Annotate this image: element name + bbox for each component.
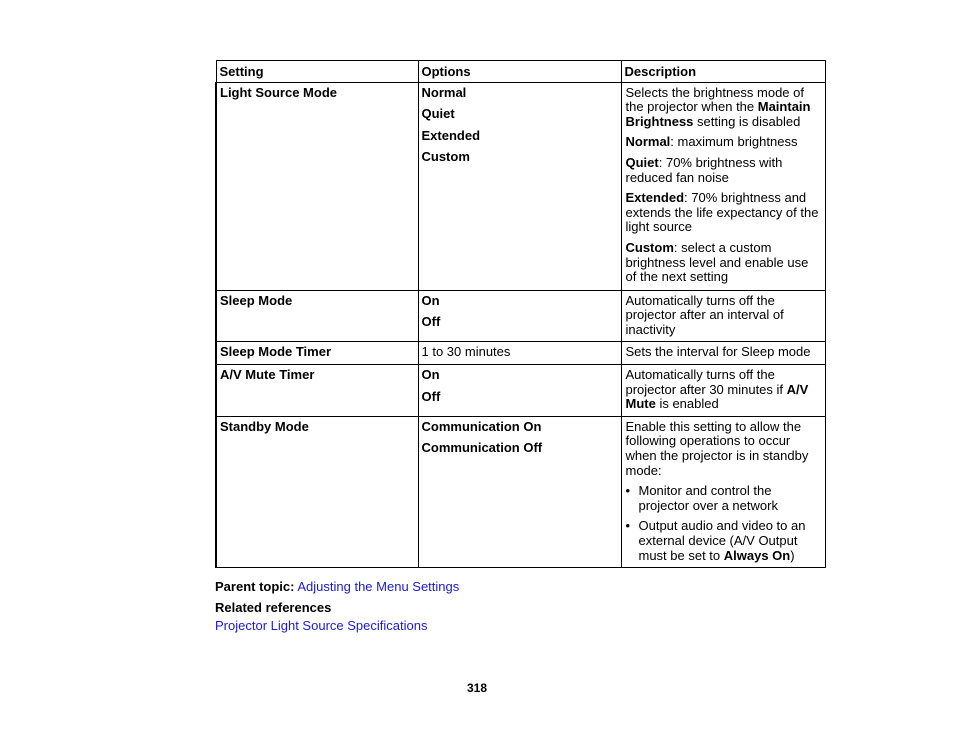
option-value: On (421, 366, 440, 382)
option-value: Extended (421, 127, 481, 143)
related-reference (215, 618, 427, 633)
parent-topic-label: Parent topic: (215, 579, 295, 594)
options-cell (418, 416, 621, 567)
bullet-list (625, 484, 822, 563)
table-row (216, 290, 825, 342)
setting-name: Sleep Mode Timer (216, 342, 418, 365)
option-value: Quiet (421, 106, 455, 122)
table-row (216, 416, 825, 567)
settings-table (215, 60, 826, 568)
list-item: • Monitor and control the projector over a network (625, 483, 778, 513)
description-item: Extended: 70% brightness and extends the life expectancy of the light source (625, 190, 819, 235)
table-row (216, 82, 825, 290)
option-value: On (421, 292, 440, 308)
header-setting: Setting (216, 61, 418, 83)
setting-name: Light Source Mode (216, 82, 418, 290)
description-text: Selects the brightness mode of the projector when the Maintain Brightness setting is disabled (625, 84, 811, 129)
description-cell (621, 364, 825, 416)
description-text: Automatically turns off the projector after an interval of inactivity (625, 292, 784, 337)
setting-name: Standby Mode (216, 416, 418, 567)
description-item: Custom: select a custom brightness level and enable use of the next setting (625, 239, 809, 285)
options-cell (418, 82, 621, 290)
description-text: Automatically turns off the projector after 30 minutes if A/V Mute is enabled (625, 366, 809, 412)
description-item: Normal: maximum brightness (625, 134, 798, 150)
description-cell (621, 416, 825, 567)
option-value: Communication Off (421, 440, 543, 456)
description-item: Quiet: 70% brightness with reduced fan noise (625, 154, 783, 185)
options-cell (418, 342, 621, 365)
light-source-specifications-link[interactable]: Projector Light Source Specifications (215, 618, 428, 633)
table-row (216, 364, 825, 416)
parent-topic (215, 579, 459, 594)
option-value: Off (421, 314, 441, 330)
header-options: Options (418, 61, 621, 83)
description-text: Sets the interval for Sleep mode (625, 344, 811, 360)
parent-topic-link[interactable]: Adjusting the Menu Settings (297, 579, 460, 594)
option-value: Communication On (421, 418, 542, 434)
options-cell (418, 364, 621, 416)
description-cell (621, 82, 825, 290)
option-value: 1 to 30 minutes (421, 344, 511, 360)
list-item: • Output audio and video to an external device (A/V Output must be set to Always On) (625, 518, 806, 563)
option-value: Normal (421, 84, 467, 100)
bullet-icon: • (625, 518, 631, 534)
header-description: Description (621, 61, 825, 83)
related-references-heading: Related references (215, 600, 332, 615)
setting-name: A/V Mute Timer (216, 364, 418, 416)
description-cell (621, 342, 825, 365)
page-number: 318 (466, 681, 488, 695)
setting-name: Sleep Mode (216, 290, 418, 342)
option-value: Off (421, 388, 441, 404)
table-header-row (216, 61, 825, 83)
description-cell (621, 290, 825, 342)
description-text: Enable this setting to allow the following operations to occur when the projector is in standby mode: (625, 418, 809, 478)
bullet-icon: • (625, 483, 631, 499)
table-row (216, 342, 825, 365)
options-cell (418, 290, 621, 342)
option-value: Custom (421, 149, 470, 165)
